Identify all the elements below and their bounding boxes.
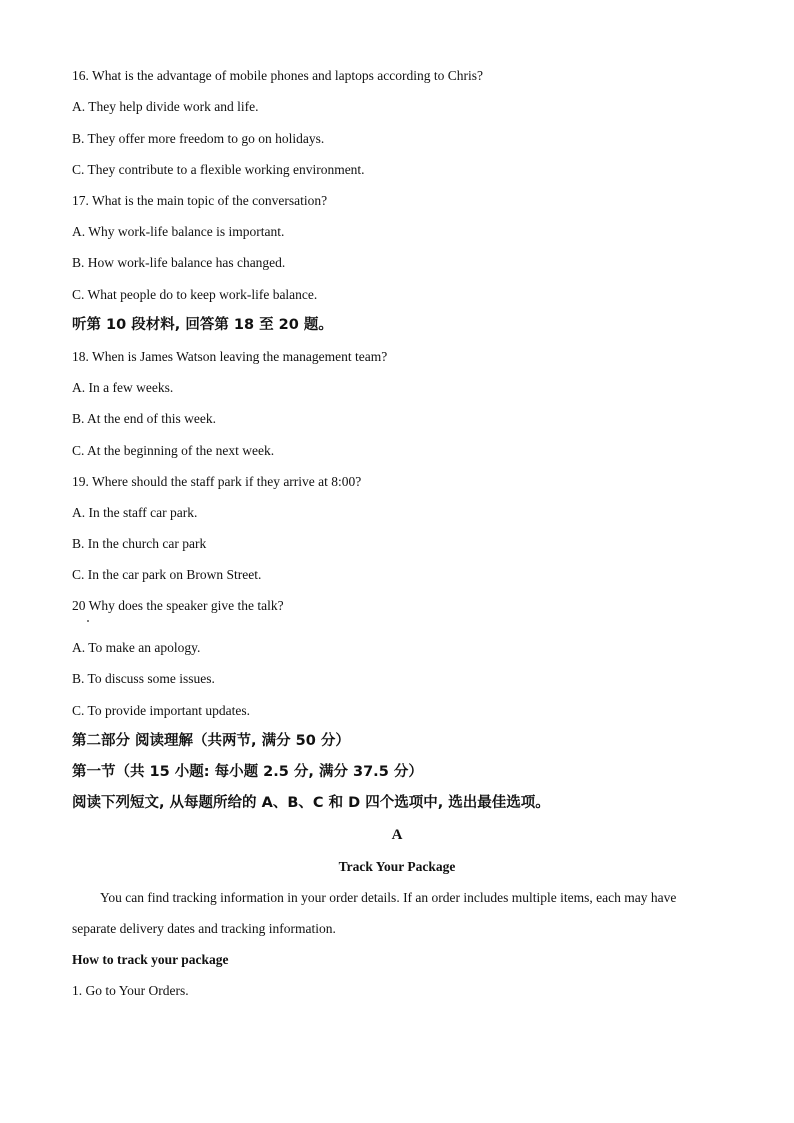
part-2-heading: 第二部分 阅读理解（共两节, 满分 50 分）	[72, 733, 350, 749]
q20-option-b: B. To discuss some issues.	[72, 671, 215, 686]
paragraph-line-2: separate delivery dates and tracking information.	[72, 921, 336, 936]
q18-option-b: B. At the end of this week.	[72, 411, 216, 426]
q17-option-a: A. Why work-life balance is important.	[72, 224, 285, 239]
q20-option-a: A. To make an apology.	[72, 640, 201, 655]
question-17: 17. What is the main topic of the conversation?	[72, 193, 328, 208]
stray-mark	[87, 620, 89, 622]
passage-letter: A	[391, 827, 403, 843]
question-20: 20 Why does the speaker give the talk?	[72, 598, 284, 613]
reading-instructions: 阅读下列短文, 从每题所给的 A、B、C 和 D 四个选项中, 选出最佳选项。	[72, 795, 550, 811]
step-1: 1. Go to Your Orders.	[72, 983, 189, 998]
section-1-heading: 第一节（共 15 小题: 每小题 2.5 分, 满分 37.5 分）	[72, 764, 423, 780]
q16-option-c: C. They contribute to a flexible working environment.	[72, 162, 365, 177]
q18-option-a: A. In a few weeks.	[72, 380, 174, 395]
question-19: 19. Where should the staff park if they arrive at 8:00?	[72, 474, 362, 489]
passage-title: Track Your Package	[338, 859, 456, 874]
subheading: How to track your package	[72, 952, 229, 967]
q19-option-c: C. In the car park on Brown Street.	[72, 567, 262, 582]
q20-option-c: C. To provide important updates.	[72, 703, 251, 718]
q17-option-c: C. What people do to keep work-life balance.	[72, 287, 318, 302]
paragraph-line-1: You can find tracking information in your order details. If an order includes multiple items, each may have	[100, 890, 677, 905]
q19-option-b: B. In the church car park	[72, 536, 207, 551]
q17-option-b: B. How work-life balance has changed.	[72, 255, 286, 270]
q19-option-a: A. In the staff car park.	[72, 505, 198, 520]
section-10-heading: 听第 10 段材料, 回答第 18 至 20 题。	[72, 317, 333, 333]
q18-option-c: C. At the beginning of the next week.	[72, 443, 275, 458]
q16-option-b: B. They offer more freedom to go on holidays.	[72, 131, 325, 146]
question-16: 16. What is the advantage of mobile phones and laptops according to Chris?	[72, 68, 484, 83]
q16-option-a: A. They help divide work and life.	[72, 99, 259, 114]
question-18: 18. When is James Watson leaving the management team?	[72, 349, 388, 364]
